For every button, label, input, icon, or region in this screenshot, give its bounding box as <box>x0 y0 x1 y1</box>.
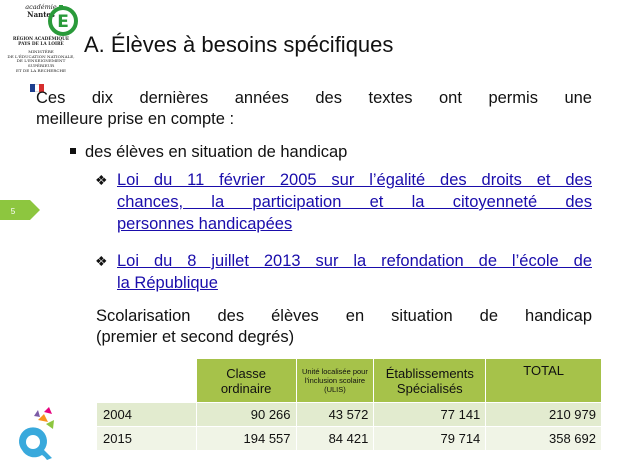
diamond-bullet-icon: ❖ <box>95 253 108 269</box>
scolarisation-caption: Scolarisation des élèves en situation de handicap (premier et second degrés) <box>96 307 592 346</box>
cell-etablissements: 77 141 <box>374 403 486 427</box>
law-2005-link-line1[interactable]: Loi du 11 février 2005 sur l’égalité des droits et des <box>117 171 592 189</box>
cell-total: 358 692 <box>486 427 602 451</box>
law-2013-item <box>95 250 592 294</box>
header-classe-ordinaire: Classe ordinaire <box>196 359 296 403</box>
bullet-handicap: des élèves en situation de handicap <box>70 143 347 162</box>
scolarisation-table <box>96 358 602 451</box>
svg-text:E: E <box>57 12 69 32</box>
slide-title: A. Élèves à besoins spécifiques <box>84 32 394 57</box>
page-number: 5 <box>10 207 16 216</box>
logo-academie-text: académie <box>25 3 57 11</box>
law-2005-item <box>95 169 592 235</box>
table-row <box>97 427 602 451</box>
cell-classe-ordinaire: 194 557 <box>196 427 296 451</box>
intro-line-2: meilleure prise en compte : <box>36 110 235 128</box>
square-bullet-icon <box>70 148 76 154</box>
logo-region: RÉGION ACADÉMIQUE PAYS DE LA LOIRE <box>12 37 70 47</box>
law-2005-link-line2[interactable]: chances, la participation et la citoyenneté des <box>117 193 592 211</box>
table-corner <box>97 359 197 403</box>
law-2013-link-line2[interactable]: la République <box>117 274 218 292</box>
table-row <box>97 403 602 427</box>
row-year: 2004 <box>97 403 197 427</box>
logo-ministere: MINISTÈRE DE L'ÉDUCATION NATIONALE, DE L'ENSEIGNEMENT SUPÉRIEUR ET DE LA RECHERCHE <box>7 49 75 73</box>
header-etablissements: Établissements Spécialisés <box>374 359 486 403</box>
header-total: TOTAL <box>486 359 602 403</box>
cell-ulis: 84 421 <box>296 427 374 451</box>
header-ulis: Unité localisée pour l'inclusion scolaire (ULIS) <box>296 359 374 403</box>
page-number-tab <box>0 200 40 220</box>
cell-ulis: 43 572 <box>296 403 374 427</box>
diamond-bullet-icon: ❖ <box>95 172 108 188</box>
academie-logo <box>6 4 76 74</box>
logo-nantes-text: Nantes <box>27 10 55 19</box>
law-2013-link-line1[interactable]: Loi du 8 juillet 2013 sur la refondation de l’école de <box>117 252 592 270</box>
logo-e-icon <box>48 4 78 36</box>
cell-etablissements: 79 714 <box>374 427 486 451</box>
cell-classe-ordinaire: 90 266 <box>196 403 296 427</box>
law-2005-link-line3[interactable]: personnes handicapées <box>117 215 293 233</box>
corner-logo-icon <box>8 406 68 466</box>
intro-line-1: Ces dix dernières années des textes ont permis une <box>36 89 592 107</box>
cell-total: 210 979 <box>486 403 602 427</box>
row-year: 2015 <box>97 427 197 451</box>
